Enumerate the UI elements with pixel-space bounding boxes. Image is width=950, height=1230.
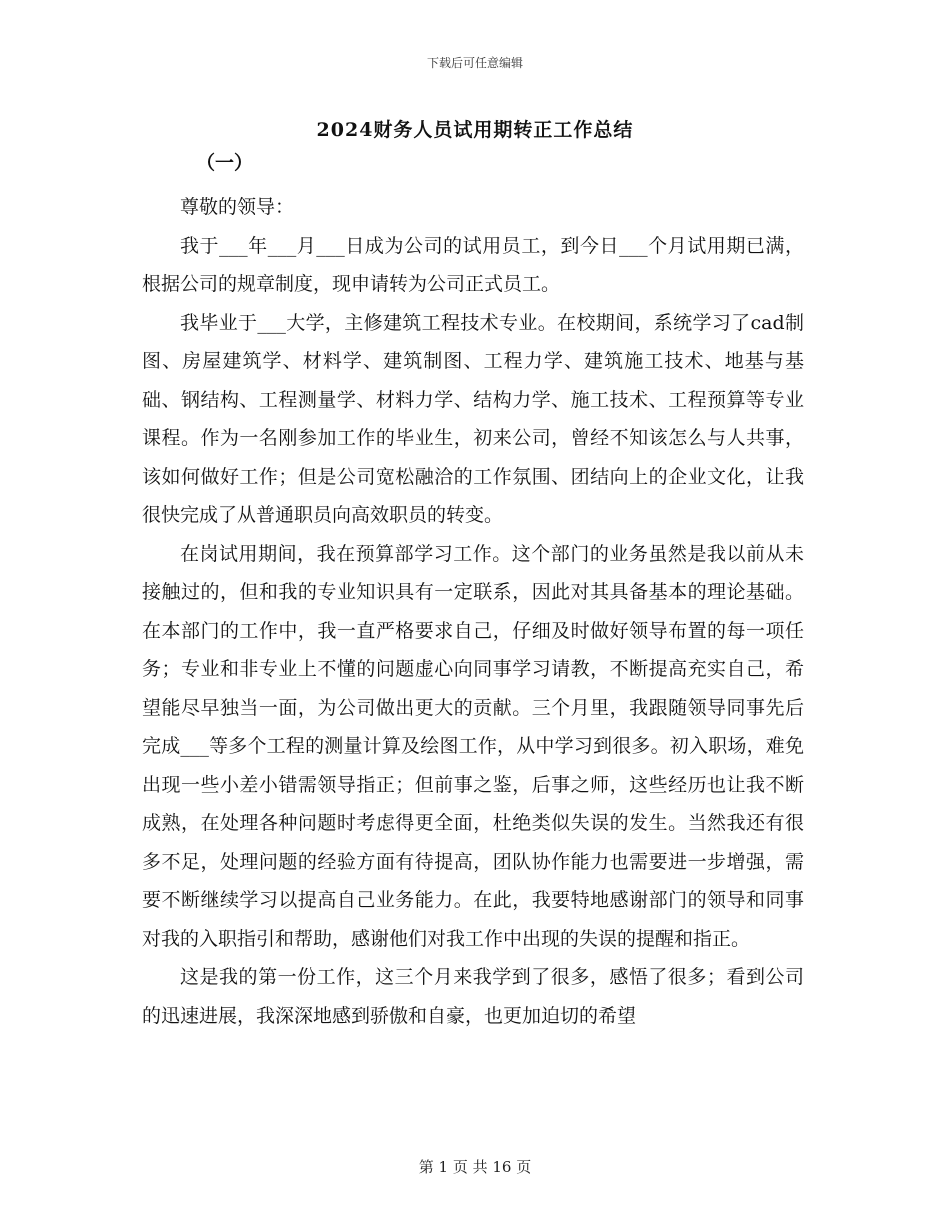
document-title: 2024财务人员试用期转正工作总结: [316, 119, 634, 141]
section-heading: （一）: [196, 152, 254, 174]
page-number-footer: 第 1 页 共 16 页: [418, 1158, 532, 1176]
body-paragraph: 我于___年___月___日成为公司的试用员工，到今日___个月试用期已满，根据公司的规章制度，现申请转为公司正式员工。: [142, 234, 804, 295]
header-note: 下载后可任意编辑: [426, 56, 523, 70]
salutation-paragraph: 尊敬的领导：: [180, 196, 295, 218]
document-body: [142, 188, 804, 1035]
body-paragraph: 这是我的第一份工作，这三个月来我学到了很多，感悟了很多；看到公司的迅速进展，我深深地感到骄傲和自豪，也更加迫切的希望: [142, 966, 804, 1027]
body-paragraph: 在岗试用期间，我在预算部学习工作。这个部门的业务虽然是我以前从未接触过的，但和我的专业知识具有一定联系，因此对其具备基本的理论基础。在本部门的工作中，我一直严格要求自己，仔细及时做好领导布置的每一项任务；专业和非专业上不懂的问题虚心向同事学习请教，不断提高充实自己，希望能尽早独当一面，为公司做出更大的贡献。三个月里，我跟随领导同事先后完成___等多个工程的测量计算及绘图工作，从中学习到很多。初入职场，难免出现一些小差小错需领导指正；但前事之鉴，后事之师，这些经历也让我不断成熟，在处理各种问题时考虑得更全面，杜绝类似失误的发生。当然我还有很多不足，处理问题的经验方面有待提高，团队协作能力也需要进一步增强，需要不断继续学习以提高自己业务能力。在此，我要特地感谢部门的领导和同事对我的入职指引和帮助，感谢他们对我工作中出现的失误的提醒和指正。: [142, 542, 804, 950]
body-paragraph: 我毕业于___大学，主修建筑工程技术专业。在校期间，系统学习了cad制图、房屋建筑学、材料学、建筑制图、工程力学、建筑施工技术、地基与基础、钢结构、工程测量学、材料力学、结构力学、施工技术、工程预算等专业课程。作为一名刚参加工作的毕业生，初来公司，曾经不知该怎么与人共事，该如何做好工作；但是公司宽松融洽的工作氛围、团结向上的企业文化，让我很快完成了从普通职员向高效职员的转变。: [142, 311, 804, 526]
